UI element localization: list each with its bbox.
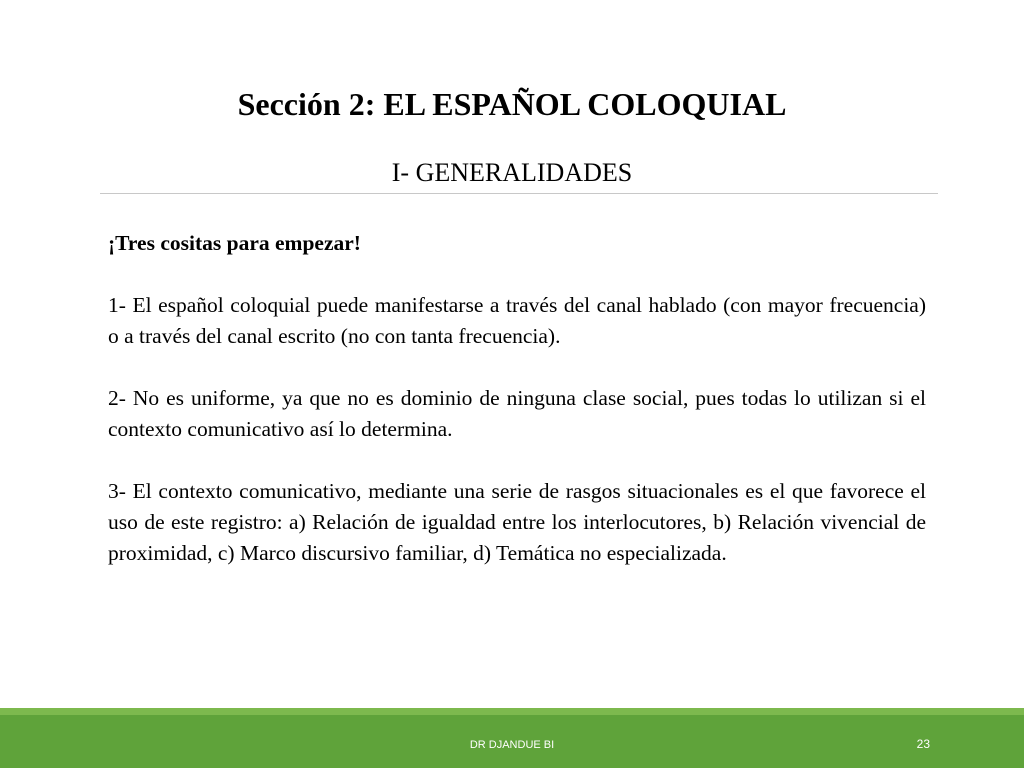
slide-subtitle: I- GENERALIDADES bbox=[391, 158, 633, 187]
point-3: 3- El contexto comunicativo, mediante una serie de rasgos situacionales es el que favorece el uso de este registro: a) Relación de igualdad entre los interlocutores, b) Relación vivencial de proximidad, c) Marco discursivo familiar, d) Temática no especializada. bbox=[108, 479, 926, 565]
page-number: 23 bbox=[916, 737, 930, 751]
point-2: 2- No es uniforme, ya que no es dominio de ninguna clase social, pues todas lo utilizan si el contexto comunicativo así lo determina. bbox=[108, 386, 926, 441]
footer-bar bbox=[0, 708, 1024, 768]
slide-title: Sección 2: EL ESPAÑOL COLOQUIAL bbox=[237, 86, 787, 122]
title-divider bbox=[100, 193, 938, 194]
footer-author: DR DJANDUE BI bbox=[469, 739, 555, 751]
footer-stripe bbox=[0, 708, 1024, 715]
point-1: 1- El español coloquial puede manifestarse a través del canal hablado (con mayor frecuencia) o a través del canal escrito (no con tanta frecuencia). bbox=[108, 293, 926, 348]
content-heading: ¡Tres cositas para empezar! bbox=[108, 231, 361, 255]
slide-content bbox=[108, 228, 926, 569]
